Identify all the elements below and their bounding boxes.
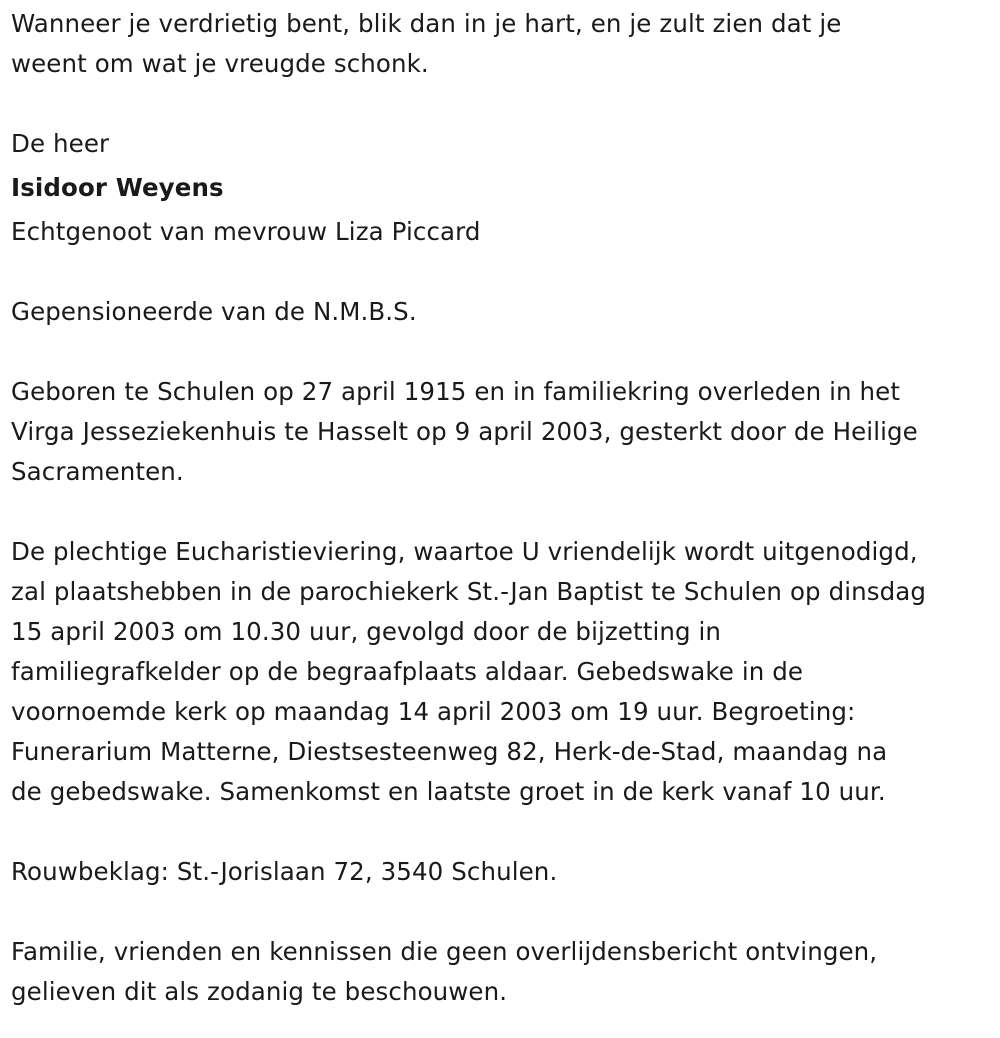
spacer	[11, 892, 995, 932]
ceremony-line: zal plaatshebben in de parochiekerk St.-Jan Baptist te Schulen op dinsdag	[11, 577, 927, 606]
obituary-document	[11, 4, 995, 1012]
spouse-text: Echtgenoot van mevrouw Liza Piccard	[11, 217, 481, 246]
title-text: De heer	[11, 129, 110, 158]
spacer	[11, 84, 995, 124]
ceremony-line: de gebedswake. Samenkomst en laatste groet in de kerk vanaf 10 uur.	[11, 777, 886, 806]
closing-paragraph	[11, 932, 995, 1012]
ceremony-line: 15 april 2003 om 10.30 uur, gevolgd door de bijzetting in	[11, 617, 722, 646]
birth-death-line: Virga Jesseziekenhuis te Hasselt op 9 april 2003, gesterkt door de Heilige	[11, 417, 918, 446]
spacer	[11, 492, 995, 532]
quote-paragraph	[11, 4, 995, 84]
birth-death-line: Sacramenten.	[11, 457, 184, 486]
ceremony-paragraph	[11, 532, 995, 812]
spacer	[11, 252, 995, 292]
spacer	[11, 332, 995, 372]
ceremony-line: De plechtige Eucharistieviering, waartoe U vriendelijk wordt uitgenodigd,	[11, 537, 918, 566]
closing-line: Familie, vrienden en kennissen die geen overlijdensbericht ontvingen,	[11, 937, 878, 966]
closing-line: gelieven dit als zodanig te beschouwen.	[11, 977, 508, 1006]
ceremony-line: voornoemde kerk op maandag 14 april 2003 om 19 uur. Begroeting:	[11, 697, 856, 726]
deceased-name: Isidoor Weyens	[11, 173, 224, 202]
spacer	[11, 812, 995, 852]
ceremony-line: Funerarium Matterne, Diestsesteenweg 82, Herk-de-Stad, maandag na	[11, 737, 888, 766]
birth-death-paragraph	[11, 372, 995, 492]
quote-line: Wanneer je verdrietig bent, blik dan in je hart, en je zult zien dat je	[11, 9, 842, 38]
birth-death-line: Geboren te Schulen op 27 april 1915 en in familiekring overleden in het	[11, 377, 901, 406]
ceremony-line: familiegrafkelder op de begraafplaats aldaar. Gebedswake in de	[11, 657, 804, 686]
quote-line: weent om wat je vreugde schonk.	[11, 49, 429, 78]
condolences-text: Rouwbeklag: St.-Jorislaan 72, 3540 Schulen.	[11, 857, 558, 886]
occupation-text: Gepensioneerde van de N.M.B.S.	[11, 297, 417, 326]
